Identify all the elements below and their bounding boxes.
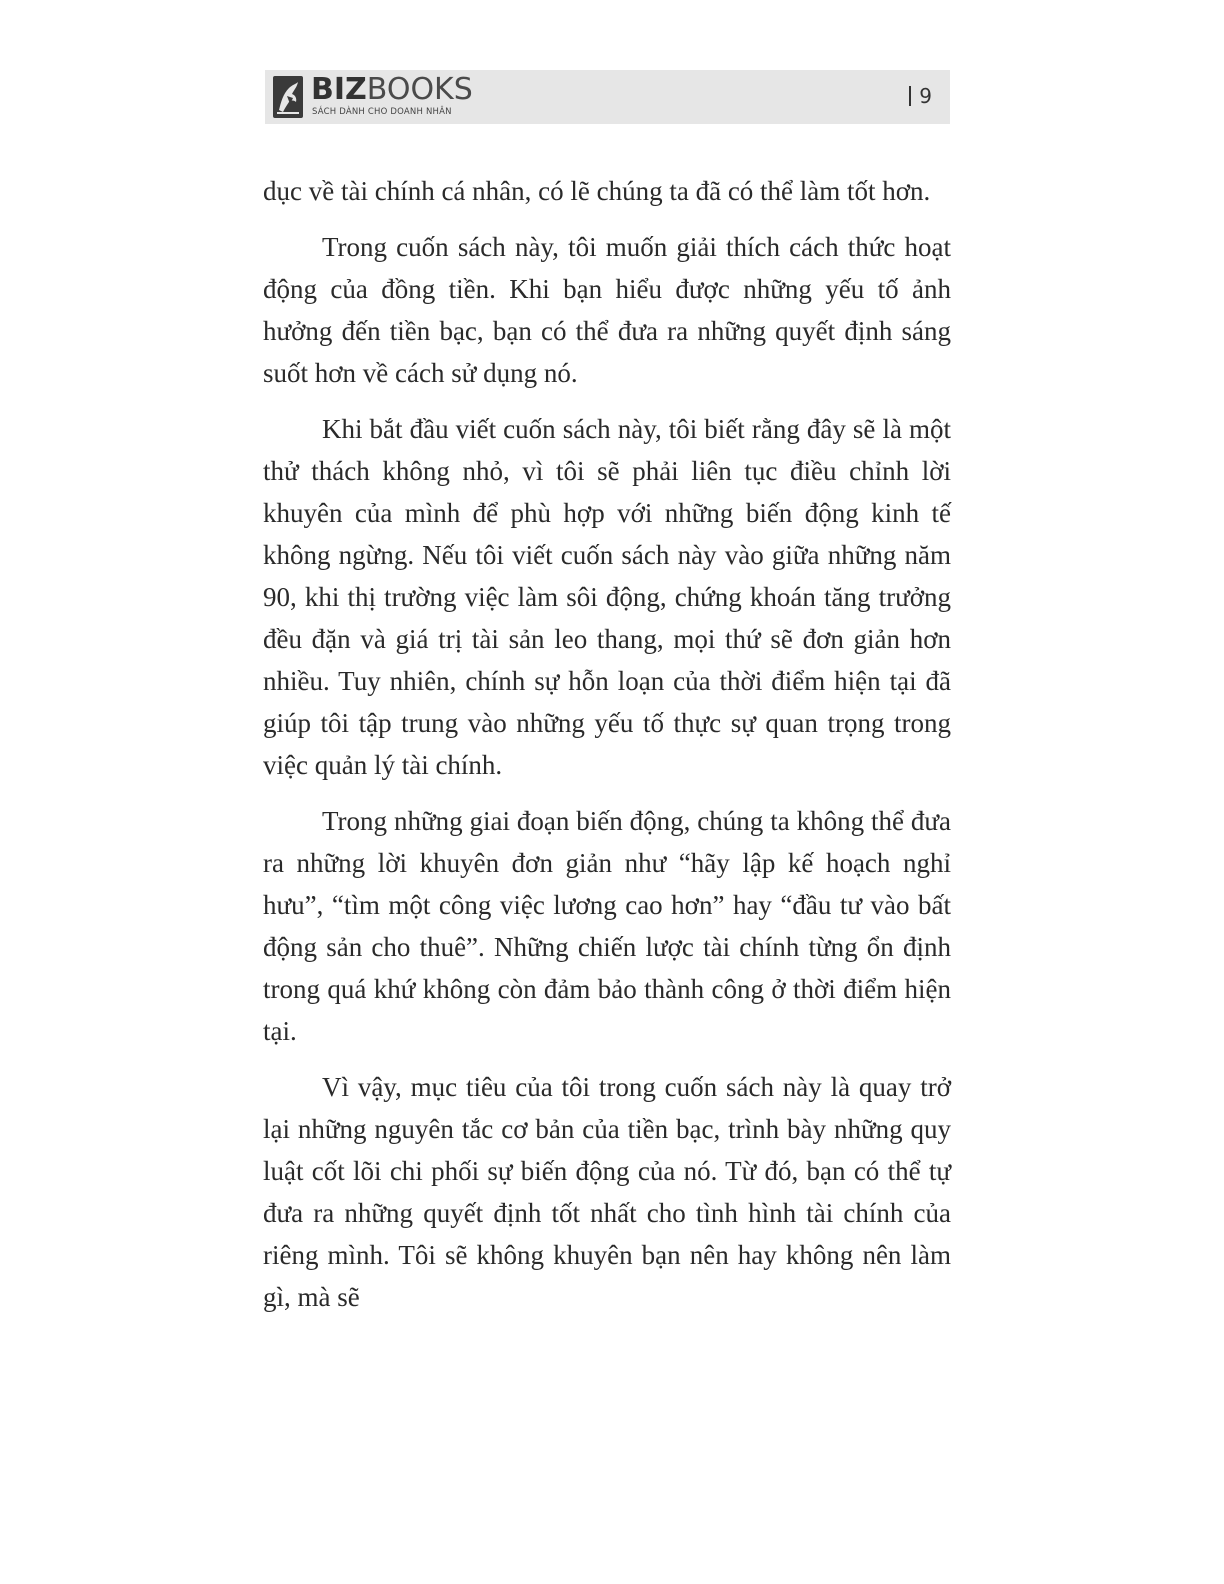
page-header <box>265 70 950 124</box>
paragraph: Trong những giai đoạn biến động, chúng ta không thể đưa ra những lời khuyên đơn giản như “hãy lập kế hoạch nghỉ hưu”, “tìm một công việc lương cao hơn” hay “đầu tư vào bất động sản cho thuê”. Những chiến lược tài chính từng ổn định trong quá khứ không còn đảm bảo thành công ở thời điểm hiện tại. <box>263 806 951 1046</box>
bizbooks-logo-icon <box>273 76 303 118</box>
logo-tagline: SÁCH DÀNH CHO DOANH NHÂN <box>312 107 452 117</box>
page-number: 9 <box>909 84 932 108</box>
paragraph: dục về tài chính cá nhân, có lẽ chúng ta đã có thể làm tốt hơn. <box>263 176 931 206</box>
paragraph: Trong cuốn sách này, tôi muốn giải thích cách thức hoạt động của đồng tiền. Khi bạn hiểu được những yếu tố ảnh hưởng đến tiền bạc, bạn có thể đưa ra những quyết định sáng suốt hơn về cách sử dụng nó. <box>263 232 951 388</box>
page-number-separator <box>909 86 911 106</box>
paragraph: Khi bắt đầu viết cuốn sách này, tôi biết rằng đây sẽ là một thử thách không nhỏ, vì tôi sẽ phải liên tục điều chỉnh lời khuyên của mình để phù hợp với những biến động kinh tế không ngừng. Nếu tôi viết cuốn sách này vào giữa những năm 90, khi thị trường việc làm sôi động, chứng khoán tăng trưởng đều đặn và giá trị tài sản leo thang, mọi thứ sẽ đơn giản hơn nhiều. Tuy nhiên, chính sự hỗn loạn của thời điểm hiện tại đã giúp tôi tập trung vào những yếu tố thực sự quan trọng trong việc quản lý tài chính. <box>263 414 951 780</box>
paragraph: Vì vậy, mục tiêu của tôi trong cuốn sách này là quay trở lại những nguyên tắc cơ bản của tiền bạc, trình bày những quy luật cốt lõi chi phối sự biến động của nó. Từ đó, bạn có thể tự đưa ra những quyết định tốt nhất cho tình hình tài chính của riêng mình. Tôi sẽ không khuyên bạn nên hay không nên làm gì, mà sẽ <box>263 1072 951 1312</box>
page-body <box>263 170 951 1332</box>
bizbooks-logo: BIZBOOKS <box>311 72 473 107</box>
